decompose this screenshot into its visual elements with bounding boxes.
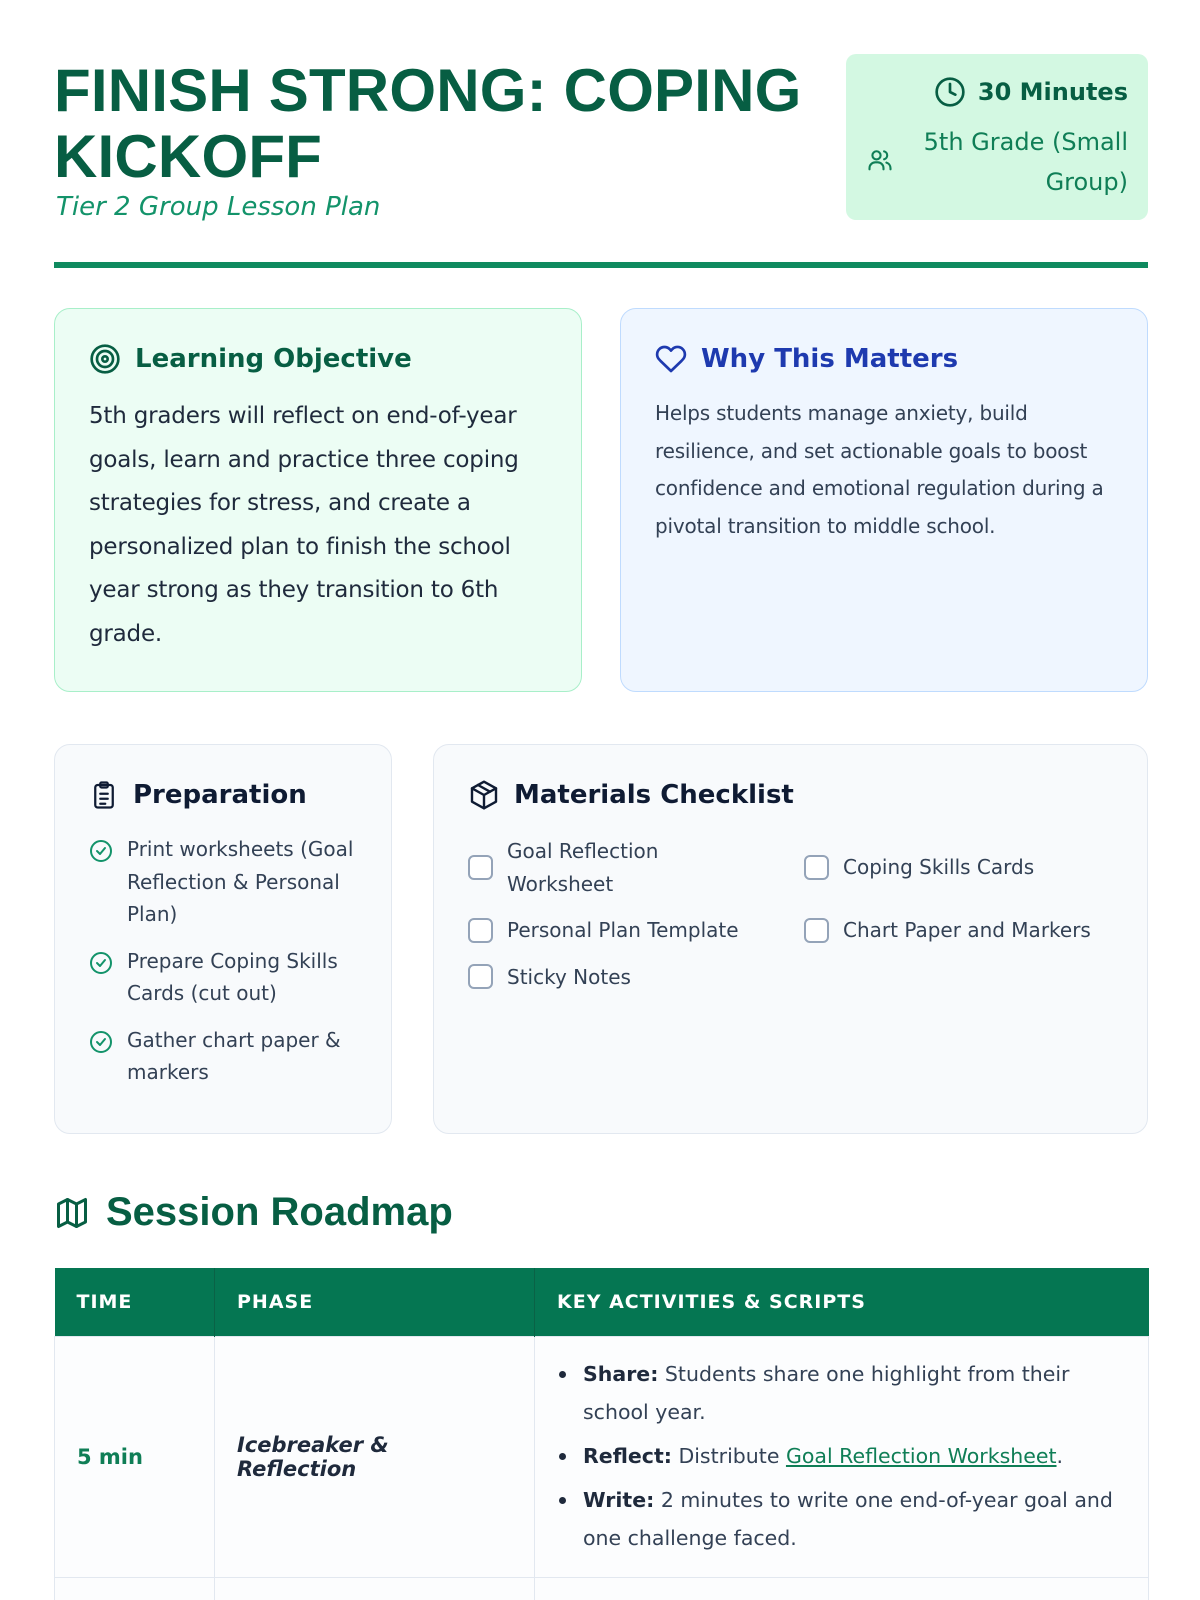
preparation-item [89, 1024, 357, 1089]
material-label: Personal Plan Template [507, 918, 739, 942]
preparation-item [89, 833, 357, 931]
goal-reflection-worksheet-link[interactable]: Goal Reflection Worksheet [785, 1443, 1057, 1468]
check-circle-icon [89, 839, 113, 863]
material-checkbox[interactable] [468, 918, 493, 943]
column-header-phase: PHASE [215, 1268, 535, 1336]
table-header-row [55, 1268, 1149, 1336]
activity-text: 2 minutes to write one end-of-year goal and one challenge faced. [583, 1487, 1113, 1550]
heart-icon [655, 343, 687, 375]
material-checkbox[interactable] [804, 855, 829, 880]
activity-item [557, 1355, 1126, 1431]
preparation-title: Preparation [133, 780, 307, 810]
header [54, 54, 1148, 268]
material-item-goal-reflection[interactable] [468, 835, 804, 900]
preparation-item-text: Gather chart paper & markers [127, 1027, 341, 1084]
session-roadmap-heading [54, 1190, 453, 1235]
materials-checklist-heading [468, 779, 1113, 811]
map-icon [54, 1195, 90, 1231]
learning-objective-heading [89, 343, 547, 375]
column-header-activities: KEY ACTIVITIES & SCRIPTS [535, 1268, 1149, 1336]
why-this-matters-title: Why This Matters [701, 344, 959, 374]
activity-item [557, 1437, 1126, 1475]
material-item-coping-cards[interactable] [804, 851, 1124, 884]
material-label: Goal Reflection Worksheet [507, 839, 659, 896]
preparation-card [54, 744, 392, 1134]
activity-label: Write: [583, 1487, 655, 1512]
materials-list [468, 835, 1113, 993]
activities-list [557, 1355, 1126, 1557]
preparation-item-text: Print worksheets (Goal Reflection & Personal Plan) [127, 837, 354, 926]
audience-text: 5th Grade (Small Group) [923, 128, 1128, 196]
activities-cell [535, 1577, 1149, 1600]
users-icon [866, 146, 894, 174]
learning-objective-title: Learning Objective [135, 344, 412, 374]
preparation-list [89, 833, 357, 1089]
duration-row [934, 76, 1128, 108]
check-circle-icon [89, 951, 113, 975]
activity-label: Reflect: [583, 1443, 672, 1468]
activities-cell [535, 1336, 1149, 1577]
page-title: FINISH STRONG: COPING KICKOFF [54, 57, 802, 190]
activity-text: . [1056, 1443, 1064, 1468]
why-this-matters-heading [655, 343, 1113, 375]
material-label: Chart Paper and Markers [843, 918, 1091, 942]
phase-cell [215, 1577, 535, 1600]
activity-item [557, 1481, 1126, 1557]
box-icon [468, 779, 500, 811]
material-checkbox[interactable] [804, 918, 829, 943]
preparation-item [89, 945, 357, 1010]
activity-text: Students share one highlight from their school year. [583, 1361, 1070, 1424]
session-roadmap-title: Session Roadmap [106, 1190, 453, 1234]
material-item-personal-plan[interactable] [468, 914, 804, 947]
session-roadmap-table [54, 1268, 1149, 1600]
table-row [55, 1336, 1149, 1577]
learning-objective-card [54, 308, 582, 692]
activity-text: Distribute [671, 1443, 786, 1468]
material-checkbox[interactable] [468, 964, 493, 989]
activity-label: Share: [583, 1361, 659, 1386]
column-header-time: TIME [55, 1268, 215, 1336]
material-item-chart-paper[interactable] [804, 914, 1124, 947]
materials-checklist-title: Materials Checklist [514, 780, 794, 810]
material-checkbox[interactable] [468, 855, 493, 880]
target-icon [89, 343, 121, 375]
why-this-matters-card [620, 308, 1148, 692]
preparation-heading [89, 779, 357, 811]
material-label: Coping Skills Cards [843, 855, 1035, 880]
why-this-matters-text: Helps students manage anxiety, build resilience, and set actionable goals to boost confidence and emotional regulation during a pivotal transition to middle school. [655, 401, 1104, 538]
meta-box [846, 54, 1148, 220]
material-item-sticky-notes[interactable] [468, 961, 804, 994]
learning-objective-text: 5th graders will reflect on end-of-year goals, learn and practice three coping strategies for stress, and create a personalized plan to finish the school year strong as they transition to 6th grade. [89, 403, 519, 647]
preparation-item-text: Prepare Coping Skills Cards (cut out) [127, 948, 338, 1005]
table-row [55, 1577, 1149, 1600]
check-circle-icon [89, 1030, 113, 1054]
materials-checklist-card [433, 744, 1148, 1134]
phase-cell: Icebreaker & Reflection [215, 1336, 535, 1577]
duration-text: 30 Minutes [977, 78, 1128, 106]
material-label: Sticky Notes [507, 964, 631, 989]
lesson-plan-page [54, 54, 1148, 1550]
time-cell [55, 1577, 215, 1600]
clock-icon [934, 76, 966, 108]
clipboard-icon [89, 779, 119, 811]
time-cell: 5 min [55, 1336, 215, 1577]
page-subtitle: Tier 2 Group Lesson Plan [56, 192, 381, 222]
